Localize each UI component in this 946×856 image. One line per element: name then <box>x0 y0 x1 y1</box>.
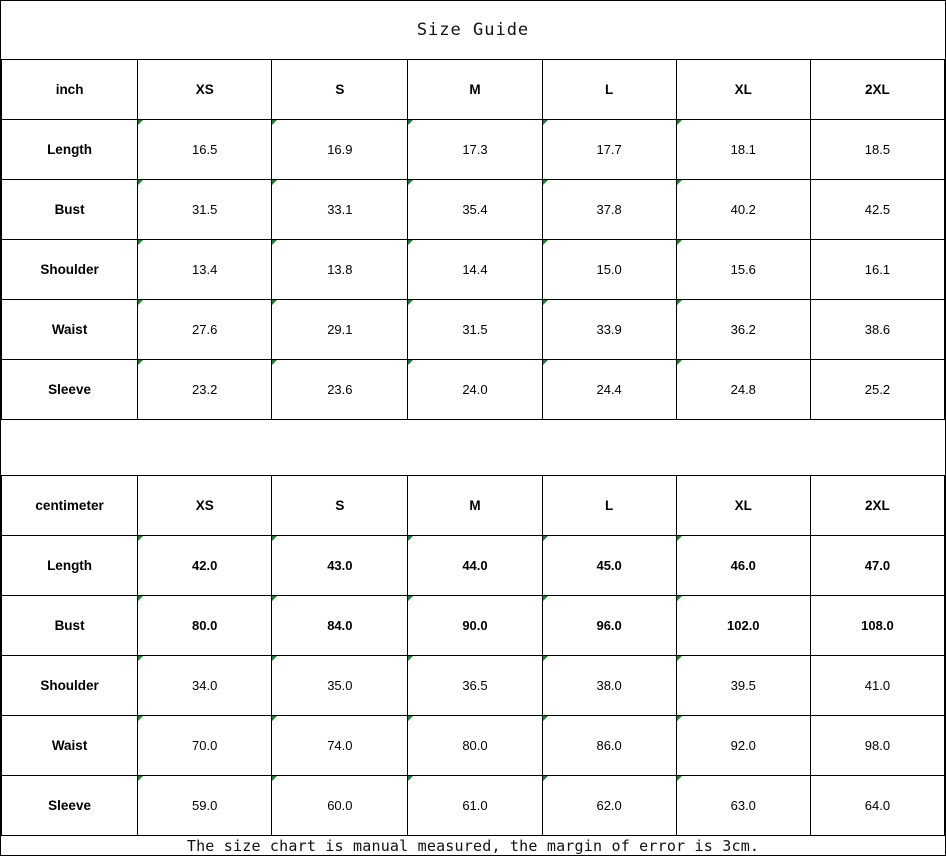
cell-value: 34.0 <box>192 678 218 693</box>
cell-waist-xs <box>138 300 272 360</box>
table-row <box>2 656 945 716</box>
corner-mark-icon <box>677 776 682 781</box>
corner-mark-icon <box>543 120 548 125</box>
corner-mark-icon <box>272 360 277 365</box>
corner-mark-icon <box>543 596 548 601</box>
cell-value: 38.6 <box>864 322 891 337</box>
cell-sleeve-l <box>542 776 676 836</box>
cell-value: 35.4 <box>462 202 488 217</box>
unit-label-inch: inch <box>2 60 138 120</box>
cell-value: 70.0 <box>192 738 218 753</box>
corner-mark-icon <box>272 300 277 305</box>
cell-value: 17.7 <box>596 142 622 157</box>
cell-bust-l <box>542 180 676 240</box>
cell-value: 24.0 <box>462 382 488 397</box>
cell-length-xl <box>676 120 810 180</box>
column-header-xl: XL <box>676 60 810 120</box>
cell-shoulder-xs <box>138 240 272 300</box>
corner-mark-icon <box>543 300 548 305</box>
corner-mark-icon <box>138 536 143 541</box>
cell-waist-s <box>272 300 408 360</box>
table-row <box>2 240 945 300</box>
cell-sleeve-xl <box>676 776 810 836</box>
corner-mark-icon <box>272 716 277 721</box>
cell-value: 61.0 <box>462 798 488 813</box>
column-header-l: L <box>542 60 676 120</box>
cell-value: 46.0 <box>730 558 756 573</box>
cell-value: 24.4 <box>596 382 622 397</box>
cell-value: 96.0 <box>596 618 622 633</box>
corner-mark-icon <box>408 716 413 721</box>
cell-value: 80.0 <box>462 738 488 753</box>
row-label-shoulder: Shoulder <box>2 240 138 300</box>
cell-value: 92.0 <box>730 738 756 753</box>
corner-mark-icon <box>543 360 548 365</box>
table-row <box>2 360 945 420</box>
corner-mark-icon <box>138 596 143 601</box>
corner-mark-icon <box>543 240 548 245</box>
corner-mark-icon <box>677 180 682 185</box>
cell-value: 29.1 <box>327 322 353 337</box>
cell-waist-m <box>408 300 542 360</box>
inch-size-table <box>1 59 945 420</box>
corner-mark-icon <box>272 776 277 781</box>
column-header-xl: XL <box>676 476 810 536</box>
cell-length-xs <box>138 120 272 180</box>
cell-value: 41.0 <box>864 678 891 693</box>
corner-mark-icon <box>408 596 413 601</box>
column-header-s: S <box>272 476 408 536</box>
cell-shoulder-s <box>272 240 408 300</box>
cell-value: 64.0 <box>864 798 891 813</box>
cell-shoulder-s <box>272 656 408 716</box>
cell-value: 18.5 <box>864 142 891 157</box>
cell-bust-xl <box>676 596 810 656</box>
corner-mark-icon <box>408 360 413 365</box>
cell-value: 23.6 <box>327 382 353 397</box>
cell-bust-xs <box>138 596 272 656</box>
corner-mark-icon <box>272 180 277 185</box>
row-label-bust: Bust <box>2 596 138 656</box>
cell-value: 86.0 <box>596 738 622 753</box>
cell-value: 108.0 <box>861 618 894 633</box>
table-separator <box>1 420 945 475</box>
cell-value: 15.0 <box>596 262 622 277</box>
footer-note <box>1 836 945 855</box>
cell-length-l <box>542 120 676 180</box>
cell-value: 18.1 <box>730 142 756 157</box>
row-label-length: Length <box>2 120 138 180</box>
cell-sleeve-m <box>408 360 542 420</box>
table-row <box>2 716 945 776</box>
cell-value: 13.4 <box>192 262 218 277</box>
table-row <box>2 596 945 656</box>
cell-value: 44.0 <box>462 558 488 573</box>
cell-waist-l <box>542 300 676 360</box>
cell-value: 14.4 <box>462 262 488 277</box>
cell-value: 59.0 <box>192 798 218 813</box>
cell-value: 38.0 <box>596 678 622 693</box>
cell-value: 13.8 <box>327 262 353 277</box>
row-label-waist: Waist <box>2 300 138 360</box>
corner-mark-icon <box>677 360 682 365</box>
unit-label-centimeter: centimeter <box>2 476 138 536</box>
cell-sleeve-xl <box>676 360 810 420</box>
cell-sleeve-s <box>272 360 408 420</box>
corner-mark-icon <box>272 120 277 125</box>
cell-value: 42.0 <box>192 558 218 573</box>
corner-mark-icon <box>138 656 143 661</box>
cell-shoulder-l <box>542 656 676 716</box>
cell-value: 60.0 <box>327 798 353 813</box>
table-row <box>2 120 945 180</box>
table-row <box>2 776 945 836</box>
cell-length-s <box>272 120 408 180</box>
column-header-xs: XS <box>138 60 272 120</box>
footer-note-text: The size chart is manual measured, the margin of error is 3cm. <box>186 836 760 855</box>
inch-table-wrapper <box>1 59 945 420</box>
column-header-xs: XS <box>138 476 272 536</box>
cell-sleeve-2xl <box>810 776 944 836</box>
cell-waist-s <box>272 716 408 776</box>
page-title: Size Guide <box>416 20 530 40</box>
cell-sleeve-m <box>408 776 542 836</box>
table-row <box>2 536 945 596</box>
cell-value: 90.0 <box>462 618 488 633</box>
cell-length-m <box>408 536 542 596</box>
corner-mark-icon <box>677 656 682 661</box>
cell-shoulder-2xl <box>810 240 944 300</box>
corner-mark-icon <box>138 300 143 305</box>
cell-bust-m <box>408 180 542 240</box>
corner-mark-icon <box>677 536 682 541</box>
cell-waist-xl <box>676 716 810 776</box>
cell-value: 23.2 <box>192 382 218 397</box>
cell-value: 25.2 <box>864 382 891 397</box>
corner-mark-icon <box>543 776 548 781</box>
corner-mark-icon <box>138 180 143 185</box>
cell-value: 36.5 <box>462 678 488 693</box>
cell-bust-xl <box>676 180 810 240</box>
cell-sleeve-2xl <box>810 360 944 420</box>
cell-bust-m <box>408 596 542 656</box>
table-row <box>2 180 945 240</box>
centimeter-size-table <box>1 475 945 836</box>
cell-value: 27.6 <box>192 322 218 337</box>
cell-length-xl <box>676 536 810 596</box>
corner-mark-icon <box>408 240 413 245</box>
cell-value: 63.0 <box>730 798 756 813</box>
cell-bust-2xl <box>810 180 944 240</box>
corner-mark-icon <box>543 180 548 185</box>
corner-mark-icon <box>408 776 413 781</box>
cell-value: 17.3 <box>462 142 488 157</box>
row-label-sleeve: Sleeve <box>2 776 138 836</box>
corner-mark-icon <box>543 716 548 721</box>
cell-sleeve-xs <box>138 360 272 420</box>
table-row <box>2 300 945 360</box>
table-header-row <box>2 476 945 536</box>
cell-value: 80.0 <box>192 618 218 633</box>
cell-bust-l <box>542 596 676 656</box>
corner-mark-icon <box>138 776 143 781</box>
cell-value: 98.0 <box>864 738 891 753</box>
corner-mark-icon <box>138 120 143 125</box>
cell-value: 39.5 <box>730 678 756 693</box>
cell-length-m <box>408 120 542 180</box>
corner-mark-icon <box>138 716 143 721</box>
page-title-bar <box>1 1 945 59</box>
cell-shoulder-l <box>542 240 676 300</box>
row-label-sleeve: Sleeve <box>2 360 138 420</box>
corner-mark-icon <box>138 360 143 365</box>
cell-shoulder-m <box>408 240 542 300</box>
cell-waist-m <box>408 716 542 776</box>
column-header-m: M <box>408 476 542 536</box>
cell-value: 35.0 <box>327 678 353 693</box>
row-label-length: Length <box>2 536 138 596</box>
corner-mark-icon <box>677 716 682 721</box>
cell-value: 36.2 <box>730 322 756 337</box>
cell-value: 24.8 <box>730 382 756 397</box>
cell-value: 102.0 <box>727 618 760 633</box>
cell-waist-2xl <box>810 300 944 360</box>
row-label-waist: Waist <box>2 716 138 776</box>
corner-mark-icon <box>138 240 143 245</box>
corner-mark-icon <box>272 536 277 541</box>
corner-mark-icon <box>408 180 413 185</box>
cell-waist-xl <box>676 300 810 360</box>
corner-mark-icon <box>408 656 413 661</box>
cell-length-xs <box>138 536 272 596</box>
cell-value: 62.0 <box>596 798 622 813</box>
corner-mark-icon <box>272 596 277 601</box>
cell-value: 15.6 <box>730 262 756 277</box>
cell-bust-s <box>272 180 408 240</box>
cell-shoulder-2xl <box>810 656 944 716</box>
corner-mark-icon <box>677 120 682 125</box>
corner-mark-icon <box>272 240 277 245</box>
corner-mark-icon <box>543 536 548 541</box>
cell-shoulder-xs <box>138 656 272 716</box>
cell-value: 33.1 <box>327 202 353 217</box>
cell-waist-xs <box>138 716 272 776</box>
cell-bust-2xl <box>810 596 944 656</box>
row-label-shoulder: Shoulder <box>2 656 138 716</box>
cell-sleeve-l <box>542 360 676 420</box>
cell-sleeve-s <box>272 776 408 836</box>
cell-value: 47.0 <box>864 558 891 573</box>
corner-mark-icon <box>677 240 682 245</box>
cell-value: 40.2 <box>730 202 756 217</box>
table-header-row <box>2 60 945 120</box>
column-header-2xl: 2XL <box>810 60 944 120</box>
row-label-bust: Bust <box>2 180 138 240</box>
cell-shoulder-xl <box>676 656 810 716</box>
cell-value: 42.5 <box>864 202 891 217</box>
cell-bust-xs <box>138 180 272 240</box>
cell-length-2xl <box>810 536 944 596</box>
cell-value: 16.9 <box>327 142 353 157</box>
column-header-l: L <box>542 476 676 536</box>
corner-mark-icon <box>408 536 413 541</box>
cell-value: 84.0 <box>327 618 353 633</box>
cell-length-2xl <box>810 120 944 180</box>
cell-value: 33.9 <box>596 322 622 337</box>
cell-shoulder-m <box>408 656 542 716</box>
column-header-s: S <box>272 60 408 120</box>
cell-value: 16.5 <box>192 142 218 157</box>
corner-mark-icon <box>408 300 413 305</box>
cell-value: 31.5 <box>192 202 218 217</box>
cell-shoulder-xl <box>676 240 810 300</box>
column-header-m: M <box>408 60 542 120</box>
corner-mark-icon <box>408 120 413 125</box>
cell-length-s <box>272 536 408 596</box>
cell-value: 16.1 <box>864 262 891 277</box>
centimeter-table-wrapper <box>1 475 945 836</box>
cell-value: 43.0 <box>327 558 353 573</box>
cell-bust-s <box>272 596 408 656</box>
cell-sleeve-xs <box>138 776 272 836</box>
corner-mark-icon <box>677 596 682 601</box>
corner-mark-icon <box>272 656 277 661</box>
cell-value: 31.5 <box>462 322 488 337</box>
cell-waist-2xl <box>810 716 944 776</box>
cell-waist-l <box>542 716 676 776</box>
cell-value: 37.8 <box>596 202 622 217</box>
column-header-2xl: 2XL <box>810 476 944 536</box>
corner-mark-icon <box>543 656 548 661</box>
cell-value: 74.0 <box>327 738 353 753</box>
cell-length-l <box>542 536 676 596</box>
cell-value: 45.0 <box>596 558 622 573</box>
corner-mark-icon <box>677 300 682 305</box>
